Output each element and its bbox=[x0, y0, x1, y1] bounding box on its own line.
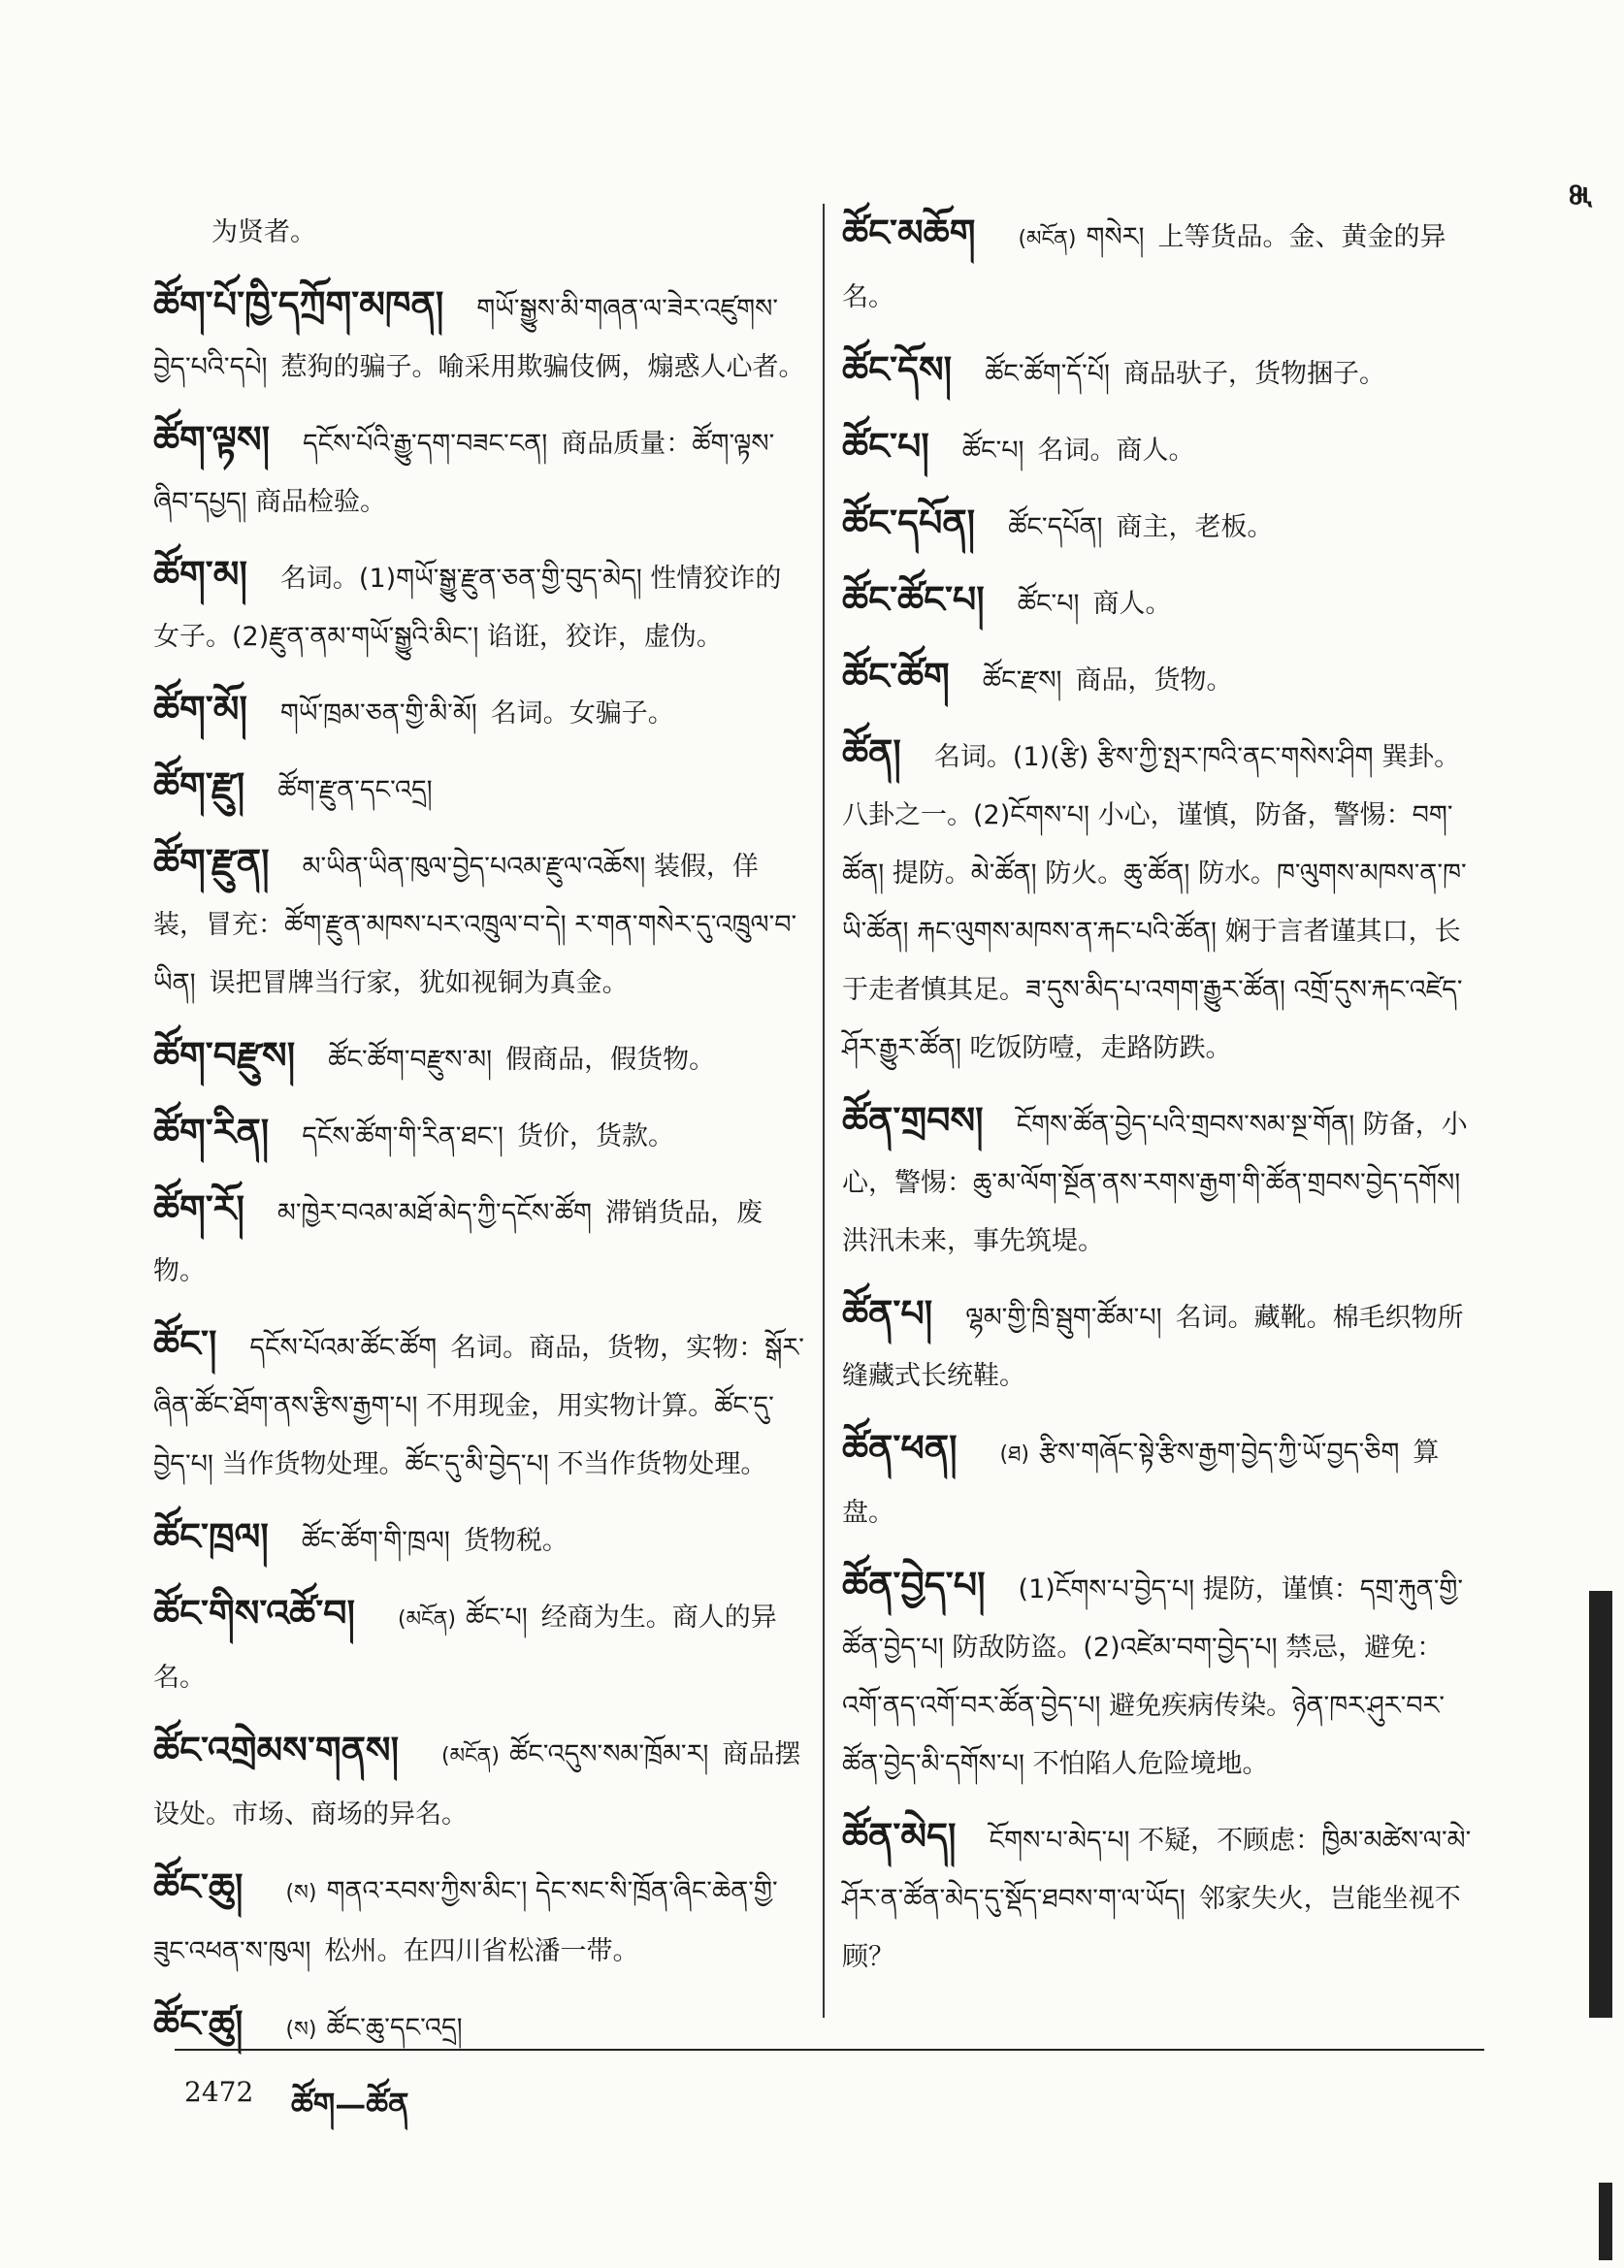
entry bbox=[842, 1556, 1482, 1794]
definition-tibetan: ཚོང་པ། bbox=[961, 436, 1024, 466]
entry bbox=[842, 647, 1482, 710]
entry bbox=[153, 1026, 805, 1089]
definition-chinese: (1)ངོགས་པ་བྱེད་པ། 提防，谨慎：དགྲ་རྐུན་གྱི་ཚོན་བྱེད་པ། 防敌防盗。(2)འཛེམ་བག་བྱེད་པ། 禁忌，避免：འགོ་ནད་འགོ་བར་ཚོན་བྱེད་པ། 避免疾病传染。ཉེན་ཁར་ཤུར་བར་ཚོན་བྱེད་མི་དགོས་པ། 不怕陷人危险境地。 bbox=[842, 1574, 1464, 1779]
entry bbox=[842, 1419, 1482, 1542]
definition-tibetan: ཚོང་པ། bbox=[1017, 589, 1080, 619]
definition-tibetan: ཚོག་རྫུན་དང་འདྲ། bbox=[277, 775, 433, 805]
entry bbox=[842, 724, 1482, 1078]
definition-tibetan: ཚོང་དཔོན། bbox=[1008, 512, 1103, 542]
source-tag: (ཐ) bbox=[999, 1442, 1029, 1467]
headword: ཚོག་རོ། bbox=[153, 1186, 244, 1230]
headword: ཚོན་གྲབས། bbox=[842, 1098, 984, 1142]
definition-chinese: 上等货品。金、黄金的异名。 bbox=[842, 222, 1446, 312]
entry bbox=[842, 417, 1482, 480]
entry bbox=[153, 757, 805, 820]
definition-tibetan: མ་ཁྱེར་བའམ་མཐོ་མེད་ཀྱི་དངོས་ཚོག bbox=[276, 1198, 593, 1228]
definition-tibetan: གསེར། bbox=[1086, 222, 1145, 252]
definition-chinese: 名词。商人。 bbox=[1037, 436, 1195, 466]
entry bbox=[153, 1721, 805, 1844]
definition-chinese: 名词。藏靴。棉毛织物所缝藏式长统鞋。 bbox=[842, 1303, 1464, 1391]
headword: ཚོང་ཚུ། bbox=[153, 2001, 244, 2045]
definition-chinese: 邻家失火，岂能坐视不顾？ bbox=[842, 1884, 1461, 1972]
headword: ཚོག་བརྫུས། bbox=[153, 1033, 296, 1077]
entry bbox=[842, 570, 1482, 633]
headword: ཚོག་རྫུ། bbox=[153, 763, 245, 807]
source-tag: (མངོན) bbox=[1018, 227, 1077, 251]
definition-tibetan: རྩིས་གཞོང་སྟེ་རྩིས་རྒྱག་བྱེད་ཀྱི་ཡོ་བྱད་ཅིག bbox=[1039, 1438, 1400, 1468]
headword: ཚོང་ཚོང་པ། bbox=[842, 577, 985, 621]
headword: ཚོན་མེད། bbox=[842, 1814, 957, 1858]
definition-chinese: 名词。(1)(རྩི) རྩིས་ཀྱི་སྤར་ཁའི་ནང་གསེས་ཤིག 巽卦。八卦之一。(2)ངོགས་པ། 小心，谨慎，防备，警惕：བག་ཚོན། 提防。མེ་ཚོན། 防火。ཆུ་ཚོན། 防水。ཁ་ལུགས་མཁས་ན་ཁ་ཡི་ཚོན། རྐང་ལུགས་མཁས་ན་རྐང་པའི་ཚོན། 娴于言者谨其口，长于走者慎其足。ཟ་དུས་མིད་པ་འགག་རྒྱུར་ཚོན། འགྲོ་དུས་རྐང་འཛེད་ཤོར་རྒྱུར་ཚོན། 吃饭防噎，走路防跌。 bbox=[842, 742, 1467, 1063]
running-header: ཚོག—ཚོན bbox=[291, 2086, 409, 2122]
headword: ཚོང་པ། bbox=[842, 424, 929, 468]
right-column bbox=[842, 204, 1482, 2000]
headword: ཚོན། bbox=[842, 730, 901, 774]
headword: ཚོང་ཚོག bbox=[842, 654, 950, 697]
definition-chinese: 假商品，假货物。 bbox=[505, 1045, 716, 1075]
definition-tibetan: ཚོང་ཚོག་བརྫུས་མ། bbox=[328, 1045, 493, 1075]
headword: ཚོག་རྫུན། bbox=[153, 840, 270, 884]
source-tag: (ས) bbox=[285, 1881, 317, 1905]
headword: ཚོང་འགྲེམས་གནས། bbox=[153, 1728, 400, 1771]
headword: ཚོང་གིས་འཚོ་བ། bbox=[153, 1591, 355, 1635]
headword: ཚོན་པ། bbox=[842, 1291, 933, 1335]
edge-tab-label: ཚ bbox=[1559, 184, 1593, 206]
definition-chinese: 商品驮子，货物捆子。 bbox=[1123, 359, 1386, 389]
entry bbox=[153, 1858, 805, 1981]
definition-chinese: 洪汛未来，事先筑堤。 bbox=[842, 1226, 1104, 1256]
definition-tibetan: ཚོང་འདུས་སམ་ཁྲོམ་ར། bbox=[509, 1739, 709, 1769]
headword: ཚོག་མོ། bbox=[153, 687, 247, 730]
headword: ཚོང་དཔོན། bbox=[842, 501, 976, 544]
entry bbox=[153, 1180, 805, 1301]
footer-rule bbox=[175, 2049, 1484, 2051]
source-tag: (ས) bbox=[285, 2018, 317, 2042]
entry-continuation: 为贤者。 bbox=[211, 217, 316, 247]
definition-tibetan: ཚོང་ཚོག་གི་ཁྲལ། bbox=[301, 1526, 450, 1556]
entry bbox=[842, 494, 1482, 557]
page-number: 2472 bbox=[184, 2076, 254, 2108]
headword: ཚོག་མ། bbox=[153, 552, 247, 596]
headword: ཚོང་། bbox=[153, 1321, 217, 1365]
definition-chinese: 经商为生。商人的异名。 bbox=[153, 1603, 777, 1693]
definition-chinese: 商品，货物。 bbox=[1075, 665, 1233, 696]
definition-chinese: 货物税。 bbox=[463, 1526, 568, 1556]
definition-chinese: 货价，货款。 bbox=[517, 1121, 674, 1151]
headword: ཚོང་ཆུ། bbox=[153, 1864, 244, 1908]
definition-chinese: 滞销货品，废物。 bbox=[153, 1198, 763, 1286]
definition-tibetan: གནའ་རབས་ཀྱིས་མིང་། དེང་སང་སི་ཁྲོན་ཞིང་ཆེན་གྱི་ཟུང་འཕན་ས་ཁུལ། bbox=[153, 1876, 778, 1966]
left-column bbox=[153, 204, 805, 2073]
definition-chinese: 商品摆设处。市场、商场的异名。 bbox=[153, 1739, 801, 1830]
definition-tibetan: དངོས་པོའི་རྒྱུ་དག་བཟང་ངན། bbox=[303, 429, 548, 459]
entry bbox=[153, 1507, 805, 1571]
entry bbox=[842, 340, 1482, 404]
headword: ཚོང་ཁྲལ། bbox=[153, 1514, 269, 1558]
headword: ཚོན་བྱེད་པ། bbox=[842, 1563, 986, 1606]
entry bbox=[153, 833, 805, 1013]
entry bbox=[153, 545, 805, 666]
definition-tibetan: ཚོང་རྫས། bbox=[982, 665, 1062, 696]
entry bbox=[153, 1314, 805, 1494]
definition-chinese: 名词。(1)གཡོ་སྒྱུ་རྫུན་ཅན་གྱི་བུད་མེད། 性情狡诈的女子。(2)རྫུན་ནམ་གཡོ་སྒྱུའི་མིང་། 谄诳，狡诈，虚伪。 bbox=[153, 564, 782, 652]
definition-chinese: 名词。女骗子。 bbox=[490, 698, 674, 729]
entry bbox=[842, 1807, 1482, 1987]
definition-tibetan: དངོས་པོའམ་ཚོང་ཚོག bbox=[249, 1333, 438, 1363]
definition-tibetan: ཚོང་ཚོག་དོ་པོ། bbox=[985, 359, 1111, 389]
column-divider bbox=[823, 204, 825, 2018]
definition-tibetan: ངོགས་པ་མེད་པ། 不疑，不顾虑：ཁྱིམ་མཚེས་ལ་མེ་ཤོར་ན་ཚོན་མེད་དུ་སྡོད་ཐབས་ག་ལ་ཡོད། bbox=[842, 1826, 1472, 1914]
entry bbox=[153, 680, 805, 743]
entry bbox=[153, 1103, 805, 1166]
headword: ཚོག་རིན། bbox=[153, 1110, 270, 1153]
source-tag: (མངོན) bbox=[441, 1744, 500, 1768]
thumb-index-mark bbox=[1599, 2183, 1612, 2260]
definition-tibetan: གཡོ་སྒྱུས་མི་གཞན་ལ་ཟེར་འཛུགས་བྱེད་པའི་དཔེ། bbox=[153, 294, 779, 382]
source-tag: (མངོན) bbox=[397, 1607, 456, 1632]
definition-chinese: 惹狗的骗子。喻采用欺骗伎俩，煽惑人心者。 bbox=[280, 352, 805, 382]
entry bbox=[153, 1584, 805, 1707]
definition-tibetan: ཚོང་པ། bbox=[465, 1603, 528, 1633]
entry bbox=[153, 410, 805, 532]
definition-chinese: 商主，老板。 bbox=[1116, 512, 1274, 542]
entry bbox=[842, 204, 1482, 327]
definition-chinese: 商人。 bbox=[1092, 589, 1172, 619]
definition-chinese: 算盘。 bbox=[842, 1438, 1440, 1528]
definition-chinese: 商品质量：ཚོག་ལྟས་ཞིབ་དཔྱད། 商品检验。 bbox=[153, 429, 775, 517]
thumb-index-mark bbox=[1589, 1591, 1612, 2018]
entry bbox=[842, 1284, 1482, 1406]
headword: ཚོག་པོ་ཁྱི་དཀྲོག་མཁན། bbox=[153, 282, 444, 326]
headword: ཚོང་མཆོག bbox=[842, 211, 976, 254]
definition-tibetan: དངོས་ཚོག་གི་རིན་ཐང་། bbox=[302, 1121, 503, 1151]
definition-tibetan: གཡོ་ཁྲམ་ཅན་གྱི་མི་མོ། bbox=[279, 698, 477, 729]
definition-tibetan: ངོགས་ཚོན་བྱེད་པའི་གྲབས་སམ་སྔ་གོན། 防备，小心，警惕：ཆུ་མ་ལོག་སྔོན་ནས་རགས་རྒྱག་གི་ཚོན་གྲབས་བྱེད་དགོས། bbox=[842, 1110, 1468, 1198]
headword: ཚོན་ཕན། bbox=[842, 1426, 958, 1470]
definition-tibetan: ལྷམ་གྱི་ཁྲི་སྦུག་ཚོམ་པ། bbox=[965, 1303, 1162, 1333]
definition-chinese: 松州。在四川省松潘一带。 bbox=[324, 1936, 639, 1966]
definition-tibetan: ཚོང་ཆུ་དང་འདྲ། bbox=[326, 2013, 463, 2043]
entry bbox=[153, 275, 805, 397]
definition-chinese: 名词。商品，货物，实物：སྒོར་ཞིན་ཚོང་ཐོག་ནས་རྩིས་རྒྱག་པ། 不用现金，用实物计算。ཚོང་དུ་བྱེད་པ། 当作货物处理。ཚོང་དུ་མི་བྱེད་པ། 不当作货物处理。 bbox=[153, 1333, 804, 1479]
headword: ཚོང་དོས། bbox=[842, 347, 953, 391]
entry bbox=[842, 1091, 1482, 1271]
definition-chinese: 误把冒牌当行家，犹如视铜为真金。 bbox=[209, 968, 629, 998]
definition-tibetan: མ་ཡིན་ཡིན་ཁུལ་བྱེད་པའམ་རྫུལ་འཆོས། 装假，佯装，冒充：ཚོག་རྫུན་མཁས་པར་འཁྲུལ་བ་དེ། ར་གན་གསེར་དུ་འཁྲུལ་བ་ཡིན། bbox=[153, 852, 797, 998]
headword: ཚོག་ལྟས། bbox=[153, 417, 271, 461]
